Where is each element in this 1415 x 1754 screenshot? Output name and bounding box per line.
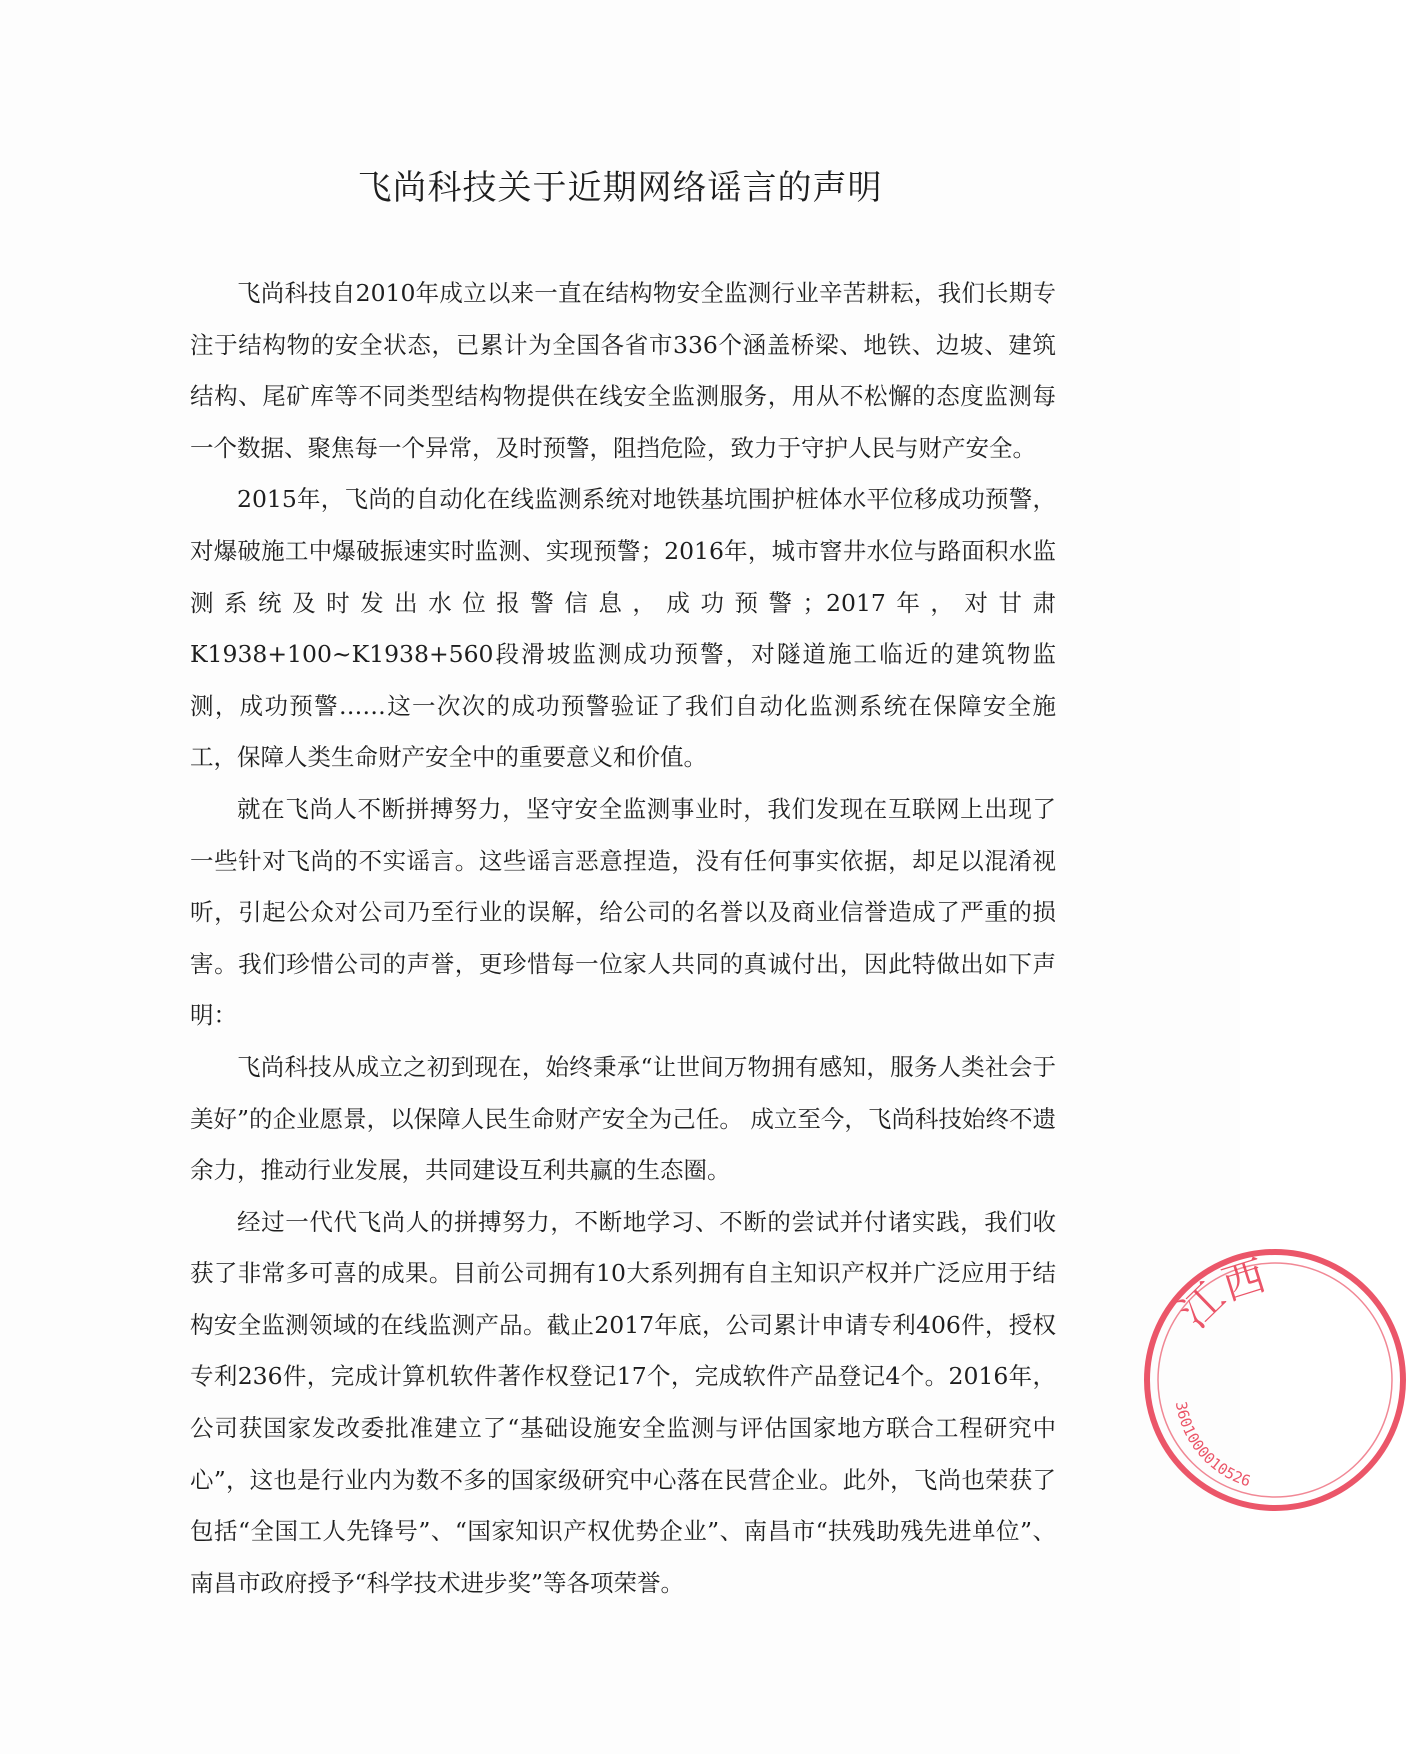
document-title: 飞尚科技关于近期网络谣言的声明: [357, 168, 883, 208]
document-body: [190, 268, 1056, 1609]
paragraph-1: 飞尚科技自2010年成立以来一直在结构物安全监测行业辛苦耕耘，我们长期专注于结构物的安全状态，已累计为全国各省市336个涵盖桥梁、地铁、边坡、建筑结构、尾矿库等不同类型结构物提供在线安全监测服务，用从不松懈的态度监测每一个数据、聚焦每一个异常，及时预警，阻挡危险，致力于守护人民与财产安全。: [190, 279, 1056, 462]
paragraph-4: 飞尚科技从成立之初到现在，始终秉承“让世间万物拥有感知，服务人类社会于美好”的企业愿景，以保障人民生命财产安全为己任。 成立至今，飞尚科技始终不遗余力，推动行业发展，共同建设互利共赢的生态圈。: [190, 1052, 1056, 1185]
seal-code: 3601000010526: [1171, 1400, 1253, 1491]
paragraph-3: 就在飞尚人不断拼搏努力，坚守安全监测事业时，我们发现在互联网上出现了一些针对飞尚的不实谣言。这些谣言恶意捏造，没有任何事实依据，却足以混淆视听，引起公众对公司乃至行业的误解，给公司的名誉以及商业信誉造成了严重的损害。我们珍惜公司的声誉，更珍惜每一位家人共同的真诚付出，因此特做出如下声明：: [190, 794, 1056, 1030]
paragraph-2: 2015年，飞尚的自动化在线监测系统对地铁基坑围护桩体水平位移成功预警，对爆破施工中爆破振速实时监测、实现预警；2016年，城市窨井水位与路面积水监测系统及时发出水位报警信息，成功预警；2017年，对甘肃K1938+100~K1938+560段滑坡监测成功预警，对隧道施工临近的建筑物监测，成功预警……这一次次的成功预警验证了我们自动化监测系统在保障安全施工，保障人类生命财产安全中的重要意义和价值。: [190, 485, 1056, 772]
seal-text: 江西: [1170, 1250, 1272, 1338]
paragraph-5: 经过一代代飞尚人的拼搏努力，不断地学习、不断的尝试并付诸实践，我们收获了非常多可喜的成果。目前公司拥有10大系列拥有自主知识产权并广泛应用于结构安全监测领域的在线监测产品。截止2017年底，公司累计申请专利406件，授权专利236件，完成计算机软件著作权登记17个，完成软件产品登记4个。2016年，公司获国家发改委批准建立了“基础设施安全监测与评估国家地方联合工程研究中心”，这也是行业内为数不多的国家级研究中心落在民营企业。此外，飞尚也荣获了包括“全国工人先锋号”、“国家知识产权优势企业”、南昌市“扶残助残先进单位”、南昌市政府授予“科学技术进步奖”等各项荣誉。: [190, 1207, 1056, 1597]
company-seal-stamp: [1135, 1240, 1415, 1520]
